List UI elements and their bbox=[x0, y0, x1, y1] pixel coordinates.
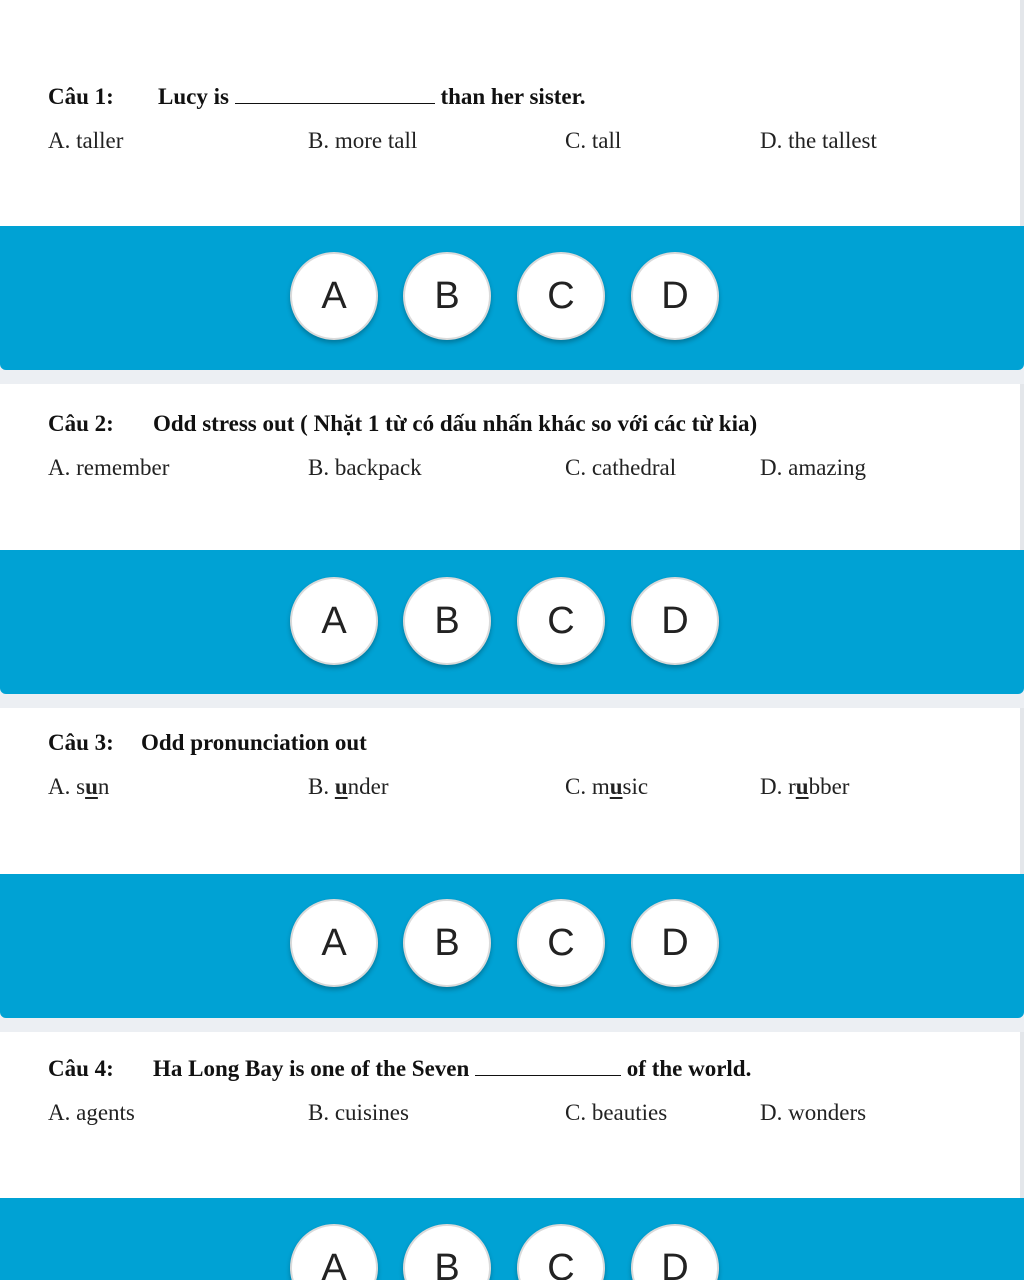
question-text-after: of the world. bbox=[626, 1056, 752, 1081]
answer-button-b[interactable]: B bbox=[403, 577, 491, 665]
option-a: A. sun bbox=[48, 774, 110, 799]
answer-button-b[interactable]: B bbox=[403, 1224, 491, 1280]
question-text-after: than her sister. bbox=[440, 84, 586, 109]
option-d: D. amazing bbox=[760, 455, 867, 480]
answer-button-a[interactable]: A bbox=[290, 577, 378, 665]
answer-button-d[interactable]: D bbox=[631, 252, 719, 340]
question-card-3 bbox=[0, 708, 1024, 874]
question-4-line bbox=[48, 1056, 751, 1082]
answer-bar-2 bbox=[0, 550, 1024, 694]
question-number: Câu 2: bbox=[48, 411, 114, 436]
question-3-line bbox=[48, 730, 367, 756]
option-d: D. rubber bbox=[760, 774, 850, 799]
option-b: B. more tall bbox=[308, 128, 418, 153]
underlined-letter: u bbox=[609, 774, 623, 799]
underlined-letter: u bbox=[85, 774, 98, 799]
option-a: A. agents bbox=[48, 1100, 135, 1125]
option-c: C. beauties bbox=[565, 1100, 668, 1125]
option-a: A. taller bbox=[48, 128, 124, 153]
option-c: C. music bbox=[565, 774, 649, 799]
underlined-letter: u bbox=[334, 774, 348, 799]
question-number: Câu 3: bbox=[48, 730, 114, 755]
question-text: Odd stress out ( Nhặt 1 từ có dấu nhấn khác so với các từ kia) bbox=[153, 411, 758, 436]
answer-blank bbox=[235, 85, 435, 104]
answer-button-c[interactable]: C bbox=[517, 1224, 605, 1280]
option-d: D. wonders bbox=[760, 1100, 867, 1125]
answer-button-d[interactable]: D bbox=[631, 1224, 719, 1280]
question-card-1 bbox=[0, 0, 1024, 226]
question-2-line bbox=[48, 411, 757, 437]
answer-bar-3 bbox=[0, 874, 1024, 1018]
answer-button-d[interactable]: D bbox=[631, 899, 719, 987]
question-text: Odd pronunciation out bbox=[141, 730, 367, 755]
question-text-before: Lucy is bbox=[158, 84, 229, 109]
option-a: A. remember bbox=[48, 455, 170, 480]
answer-button-b[interactable]: B bbox=[403, 899, 491, 987]
answer-button-a[interactable]: A bbox=[290, 252, 378, 340]
question-number: Câu 1: bbox=[48, 84, 114, 109]
option-b: B. backpack bbox=[308, 455, 422, 480]
answer-button-c[interactable]: C bbox=[517, 899, 605, 987]
question-1-line bbox=[48, 84, 585, 110]
option-b: B. cuisines bbox=[308, 1100, 409, 1125]
answer-button-a[interactable]: A bbox=[290, 899, 378, 987]
question-number: Câu 4: bbox=[48, 1056, 114, 1081]
option-c: C. tall bbox=[565, 128, 622, 153]
answer-blank bbox=[475, 1057, 621, 1076]
option-d: D. the tallest bbox=[760, 128, 877, 153]
answer-bar-1 bbox=[0, 226, 1024, 370]
question-text-before: Ha Long Bay is one of the Seven bbox=[153, 1056, 470, 1081]
answer-button-c[interactable]: C bbox=[517, 577, 605, 665]
answer-button-b[interactable]: B bbox=[403, 252, 491, 340]
question-card-4 bbox=[0, 1032, 1024, 1198]
answer-bar-4 bbox=[0, 1198, 1024, 1280]
question-card-2 bbox=[0, 384, 1024, 550]
answer-button-a[interactable]: A bbox=[290, 1224, 378, 1280]
option-c: C. cathedral bbox=[565, 455, 677, 480]
answer-button-d[interactable]: D bbox=[631, 577, 719, 665]
underlined-letter: u bbox=[795, 774, 809, 799]
answer-button-c[interactable]: C bbox=[517, 252, 605, 340]
option-b: B. under bbox=[308, 774, 389, 799]
